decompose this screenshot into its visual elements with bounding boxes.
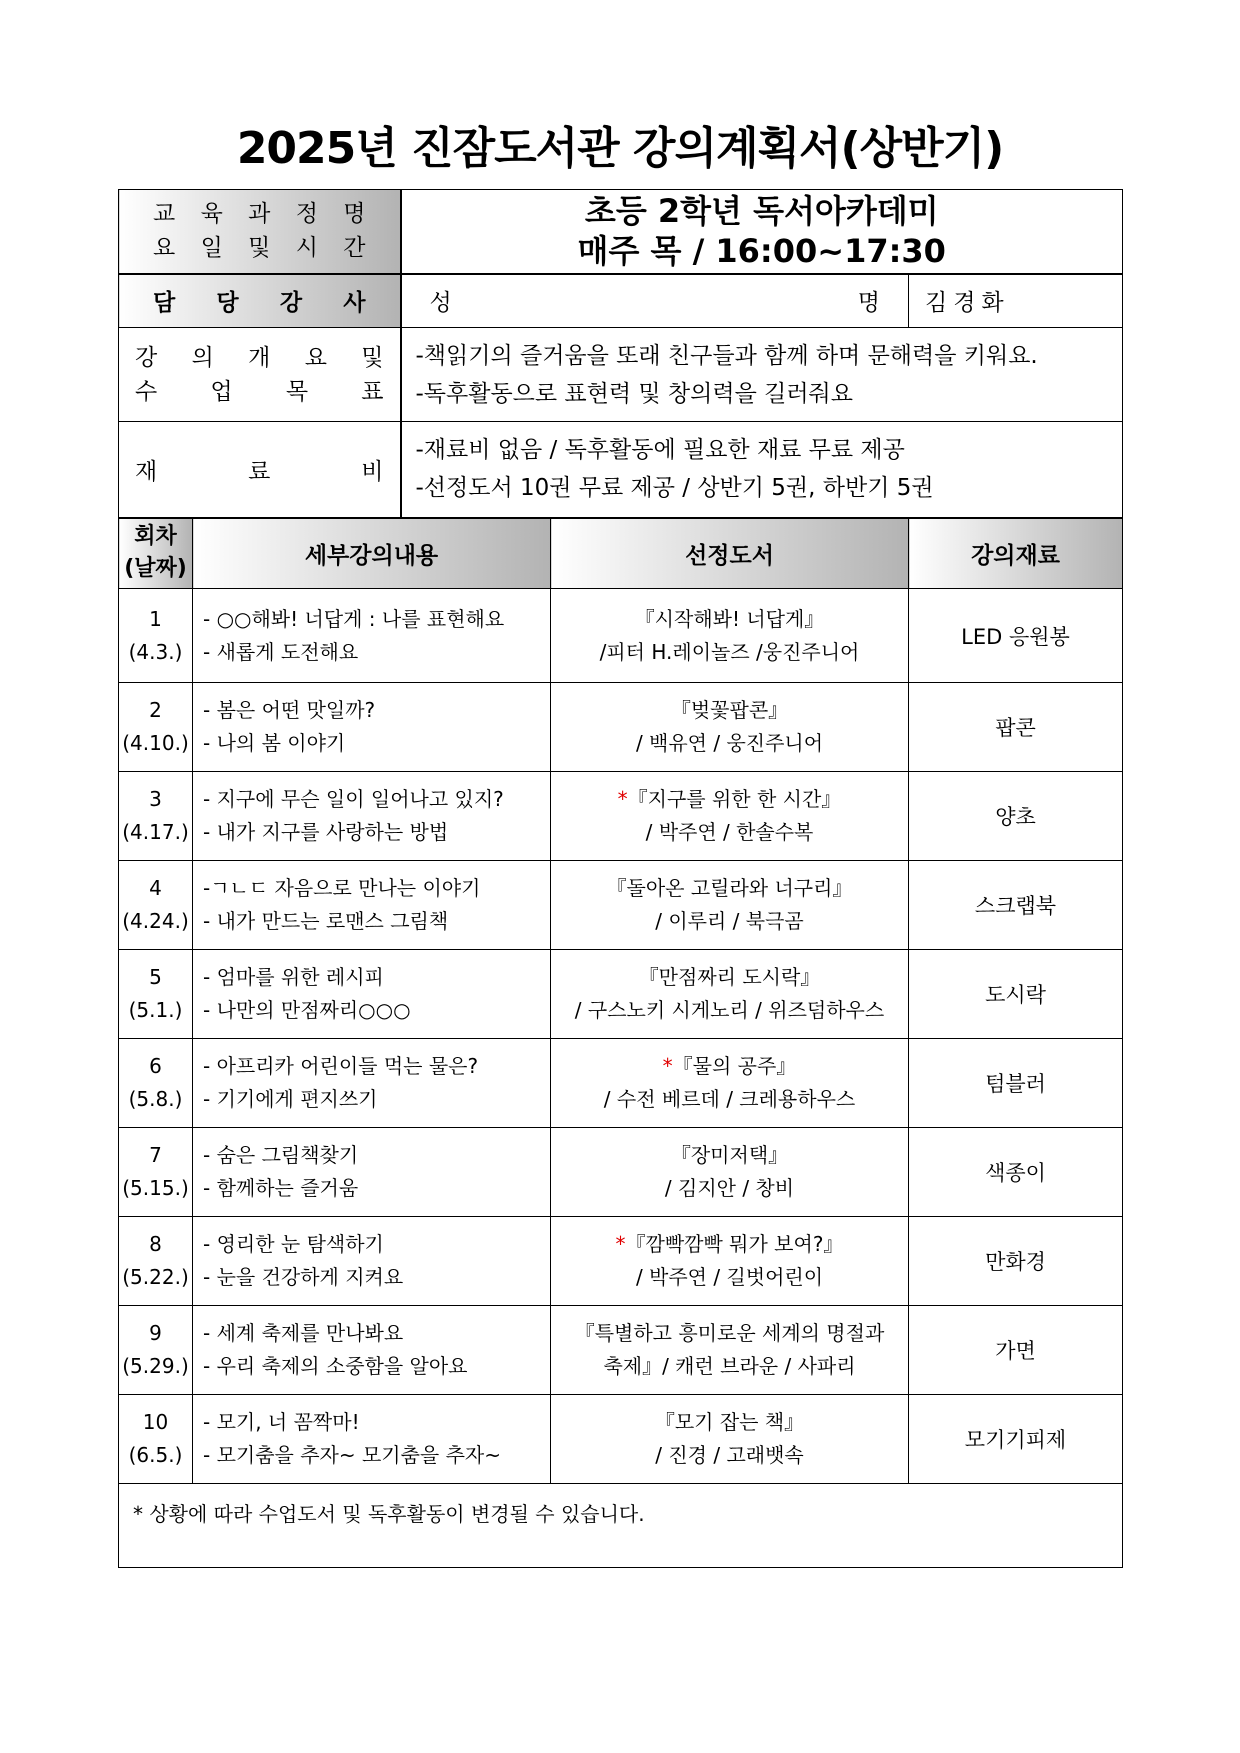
session-material-cell: 팝콘 (909, 683, 1123, 772)
session-book-cell (551, 683, 909, 772)
session-number-cell (119, 950, 193, 1039)
session-book-text: 『물의 공주』 (672, 1054, 797, 1078)
instructor-label-char: 사 (343, 290, 366, 317)
course-time: 매주 목 / 16:00~17:30 (577, 232, 946, 271)
overview-label-char: 의 (191, 344, 214, 371)
recommended-star-icon: * (617, 787, 628, 811)
session-content-line: - 아프리카 어린이들 먹는 물은? (203, 1054, 479, 1078)
session-content-cell (193, 1395, 551, 1484)
session-book-cell (551, 1039, 909, 1128)
session-number-cell (119, 1128, 193, 1217)
session-date: (6.5.) (128, 1443, 183, 1467)
document-title: 2025년 진잠도서관 강의계획서(상반기) (236, 123, 1004, 174)
session-number: 8 (149, 1232, 162, 1256)
overview-label-char: 업 (210, 378, 233, 405)
footnote: * 상황에 따라 수업도서 및 독후활동이 변경될 수 있습니다. (119, 1484, 1123, 1568)
session-material-cell: 가면 (909, 1306, 1123, 1395)
session-content-line: - 지구에 무슨 일이 일어나고 있지? (203, 787, 504, 811)
session-book-line (551, 1139, 908, 1172)
session-date: (5.22.) (122, 1265, 189, 1289)
session-book-line (551, 783, 908, 816)
session-book-line (551, 694, 908, 727)
session-book-line (551, 1083, 908, 1116)
session-number: 10 (142, 1410, 169, 1434)
session-date: (5.1.) (128, 998, 183, 1022)
overview-label-cell (119, 328, 401, 422)
course-time-label-char: 요 (153, 235, 176, 262)
session-content-cell (193, 1306, 551, 1395)
session-number: 4 (149, 876, 162, 900)
overview-label-char: 및 (361, 344, 384, 371)
overview-label-char: 강 (135, 344, 158, 371)
course-label-cell (119, 190, 401, 274)
instructor-label-char: 강 (279, 290, 303, 317)
overview-label-char: 표 (361, 378, 384, 405)
session-book-text: 『시작해봐! 너답게』 (634, 606, 825, 631)
session-book-text: 축제』/ 캐런 브라운 / 사파리 (603, 1354, 856, 1378)
session-column-header (119, 518, 193, 589)
session-content-line: - 내가 지구를 사랑하는 방법 (203, 820, 449, 844)
session-book-text: /피터 H.레이놀즈 /웅진주니어 (599, 639, 860, 664)
overview-row (119, 328, 1123, 422)
instructor-name-label (402, 284, 909, 317)
materials-fee-label (119, 453, 400, 486)
session-date: (4.17.) (122, 820, 189, 844)
overview-label-char: 수 (135, 378, 158, 405)
materials-fee-line-1: -재료비 없음 / 독후활동에 필요한 재료 무료 제공 (415, 437, 905, 464)
session-book-line (551, 1172, 908, 1205)
materials-fee-value-cell (401, 422, 1123, 518)
session-row (119, 1039, 1123, 1128)
instructor-label-cell (119, 274, 401, 328)
instructor-label-char: 담 (153, 290, 176, 317)
session-content-line: - 영리한 눈 탐색하기 (203, 1232, 384, 1256)
session-number-cell (119, 1306, 193, 1395)
session-row (119, 772, 1123, 861)
session-book-cell (551, 1306, 909, 1395)
session-book-line (551, 1261, 908, 1294)
session-book-text: / 이루리 / 북극곰 (655, 909, 804, 933)
session-book-text: 『깜빡깜빡 뭐가 보여?』 (625, 1232, 844, 1256)
session-book-cell (551, 861, 909, 950)
session-book-cell (551, 1217, 909, 1306)
instructor-label-char: 당 (216, 290, 239, 317)
session-book-text: 『모기 잡는 책』 (654, 1410, 805, 1434)
session-content-cell (193, 1217, 551, 1306)
session-book-cell (551, 1128, 909, 1217)
session-material-cell: 양초 (909, 772, 1123, 861)
session-number-cell (119, 589, 193, 683)
session-number-cell (119, 772, 193, 861)
session-material-cell: 색종이 (909, 1128, 1123, 1217)
session-content-line: - 우리 축제의 소중함을 알아요 (203, 1354, 468, 1378)
session-content-line: - 세계 축제를 만나봐요 (203, 1321, 404, 1345)
session-book-cell (551, 589, 909, 683)
lecture-plan-sheet (118, 189, 1122, 1568)
session-content-line: - 봄은 어떤 맛일까? (203, 698, 376, 722)
session-book-text: / 백유연 / 웅진주니어 (635, 731, 824, 755)
session-book-text: / 수전 베르데 / 크레용하우스 (603, 1087, 856, 1111)
materials-fee-label-char: 료 (248, 458, 271, 485)
session-row (119, 683, 1123, 772)
session-row (119, 1395, 1123, 1484)
course-name-label (119, 197, 400, 231)
session-book-cell (551, 1395, 909, 1484)
session-material-cell: LED 응원봉 (909, 589, 1123, 683)
session-content-line: - 새롭게 도전해요 (203, 639, 359, 664)
session-material-cell: 모기기피제 (909, 1395, 1123, 1484)
overview-line-2: -독후활동으로 표현력 및 창의력을 길러줘요 (415, 380, 853, 407)
session-content-cell (193, 1039, 551, 1128)
session-material-cell: 만화경 (909, 1217, 1123, 1306)
course-name-label-char: 교 (153, 201, 176, 228)
session-content-cell (193, 772, 551, 861)
session-date: (5.8.) (128, 1087, 183, 1111)
session-book-line (551, 961, 908, 994)
session-date: (4.10.) (122, 731, 189, 755)
session-book-line (551, 872, 908, 905)
session-book-text: / 박주연 / 한솔수복 (645, 820, 814, 844)
session-number-cell (119, 683, 193, 772)
session-book-text: 『특별하고 흥미로운 세계의 명절과 (574, 1321, 885, 1345)
session-book-text: 『벚꽃팝콘』 (670, 698, 789, 722)
overview-line-1: -책읽기의 즐거움을 또래 친구들과 함께 하며 문해력을 키워요. (415, 342, 1038, 369)
session-content-line: - 나만의 만점짜리○○○ (203, 998, 411, 1022)
session-book-text: 『지구를 위한 한 시간』 (627, 787, 842, 811)
course-row (119, 190, 1123, 274)
session-content-line: - 숨은 그림책찾기 (203, 1143, 359, 1167)
session-row (119, 589, 1123, 683)
session-book-line (551, 1350, 908, 1383)
session-header-line1: 회차 (134, 524, 177, 550)
materials-fee-row (119, 422, 1123, 518)
session-number-cell (119, 861, 193, 950)
session-content-line: - 눈을 건강하게 지켜요 (203, 1265, 404, 1289)
session-content-line: - ○○해봐! 너답게 : 나를 표현해요 (203, 606, 505, 631)
session-row (119, 950, 1123, 1039)
session-header-line2: (날짜) (124, 556, 187, 582)
session-content-cell (193, 861, 551, 950)
session-book-text: 『장미저택』 (670, 1143, 789, 1167)
content-column-header: 세부강의내용 (193, 518, 551, 589)
session-content-line: - 내가 만드는 로맨스 그림책 (203, 909, 449, 933)
session-date: (4.24.) (122, 909, 189, 933)
recommended-star-icon: * (662, 1054, 673, 1078)
session-number-cell (119, 1217, 193, 1306)
session-row (119, 1217, 1123, 1306)
session-content-cell (193, 1128, 551, 1217)
session-material-cell: 텀블러 (909, 1039, 1123, 1128)
course-name-label-char: 육 (200, 201, 223, 228)
recommended-star-icon: * (615, 1232, 626, 1256)
material-column-header: 강의재료 (909, 518, 1123, 589)
session-number-cell (119, 1039, 193, 1128)
session-content-cell (193, 589, 551, 683)
session-content-line: - 함께하는 즐거움 (203, 1176, 359, 1200)
course-name-label-char: 과 (248, 201, 271, 228)
course-time-label (119, 231, 400, 265)
session-row (119, 1306, 1123, 1395)
course-name-label-char: 정 (295, 201, 318, 228)
session-content-line: -ㄱㄴㄷ 자음으로 만나는 이야기 (203, 876, 481, 900)
session-number: 2 (149, 698, 162, 722)
session-book-text: 『돌아온 고릴라와 너구리』 (606, 876, 853, 900)
session-row (119, 1128, 1123, 1217)
session-content-line: - 기기에게 편지쓰기 (203, 1087, 378, 1111)
course-name: 초등 2학년 독서아카데미 (584, 192, 939, 231)
session-number: 5 (149, 965, 162, 989)
instructor-name: 김경화 (925, 290, 1010, 317)
session-book-line (551, 1439, 908, 1472)
overview-value-cell (401, 328, 1123, 422)
session-book-line (551, 636, 908, 669)
session-book-line (551, 603, 908, 636)
book-column-header: 선정도서 (551, 518, 909, 589)
session-content-line: - 모기, 너 꼼짝마! (203, 1410, 360, 1434)
session-book-line (551, 1050, 908, 1083)
session-content-line: - 나의 봄 이야기 (203, 731, 346, 755)
session-book-line (551, 994, 908, 1027)
instructor-sublabel-cell (401, 274, 909, 328)
session-number: 1 (149, 606, 162, 631)
materials-fee-label-cell (119, 422, 401, 518)
session-number: 3 (149, 787, 162, 811)
instructor-name-label-char: 성 (429, 290, 452, 317)
session-date: (5.29.) (122, 1354, 189, 1378)
session-material-cell: 도시락 (909, 950, 1123, 1039)
session-number: 7 (149, 1143, 162, 1167)
course-time-label-char: 일 (200, 235, 223, 262)
overview-label-line2 (119, 375, 400, 409)
session-book-cell (551, 772, 909, 861)
footnote-row (119, 1484, 1123, 1568)
session-content-line: - 엄마를 위한 레시피 (203, 965, 384, 989)
course-time-label-char: 간 (343, 235, 366, 262)
overview-label-char: 개 (248, 344, 271, 371)
session-book-line (551, 1406, 908, 1439)
session-book-text: / 김지안 / 창비 (664, 1176, 795, 1200)
session-material-cell: 스크랩북 (909, 861, 1123, 950)
session-book-text: / 박주연 / 길벗어린이 (635, 1265, 824, 1289)
session-number: 6 (149, 1054, 162, 1078)
session-content-cell (193, 683, 551, 772)
session-content-line: - 모기춤을 추자~ 모기춤을 추자~ (203, 1443, 502, 1467)
column-header-row (119, 518, 1123, 589)
instructor-name-cell (909, 274, 1123, 328)
course-time-label-char: 및 (248, 235, 271, 262)
lecture-plan-table (118, 189, 1123, 1568)
session-row (119, 861, 1123, 950)
session-number-cell (119, 1395, 193, 1484)
session-date: (4.3.) (128, 639, 183, 664)
instructor-name-label-char: 명 (857, 290, 880, 317)
session-book-line (551, 1228, 908, 1261)
overview-label-line1 (119, 341, 400, 375)
course-time-label-char: 시 (295, 235, 318, 262)
overview-label-char: 목 (285, 378, 309, 405)
session-book-cell (551, 950, 909, 1039)
session-book-line (551, 905, 908, 938)
session-book-text: / 진경 / 고래뱃속 (655, 1443, 804, 1467)
instructor-label (119, 284, 400, 317)
overview-label-char: 요 (304, 344, 327, 371)
materials-fee-label-char: 비 (361, 458, 384, 485)
session-book-text: / 구스노키 시게노리 / 위즈덤하우스 (574, 998, 885, 1022)
session-content-cell (193, 950, 551, 1039)
course-value-cell (401, 190, 1123, 274)
materials-fee-line-2: -선정도서 10권 무료 제공 / 상반기 5권, 하반기 5권 (415, 475, 934, 502)
session-book-text: 『만점짜리 도시락』 (638, 965, 821, 989)
course-name-label-char: 명 (343, 201, 366, 228)
session-date: (5.15.) (122, 1176, 189, 1200)
session-book-line (551, 727, 908, 760)
session-number: 9 (149, 1321, 162, 1345)
session-book-line (551, 816, 908, 849)
session-book-line (551, 1317, 908, 1350)
instructor-row (119, 274, 1123, 328)
materials-fee-label-char: 재 (135, 458, 158, 485)
